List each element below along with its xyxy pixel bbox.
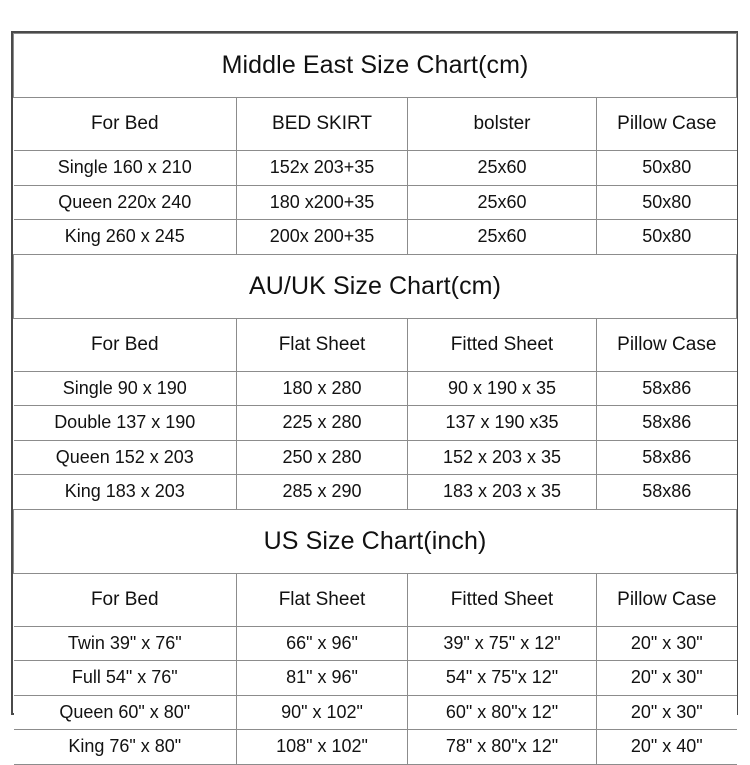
cell-middle-east-r1-c1: 180 x200+35: [237, 185, 408, 220]
cell-us-r0-c3: 20" x 30": [597, 626, 737, 661]
cell-au-uk-r3-c0: King 183 x 203: [14, 475, 237, 510]
section-title-middle-east: Middle East Size Chart(cm): [14, 34, 737, 98]
column-header-middle-east-0: For Bed: [14, 98, 237, 151]
section-title-au-uk: AU/UK Size Chart(cm): [14, 254, 737, 318]
cell-au-uk-r3-c3: 58x86: [597, 475, 737, 510]
cell-us-r2-c0: Queen 60" x 80": [14, 695, 237, 730]
cell-au-uk-r1-c2: 137 x 190 x35: [408, 406, 597, 441]
column-header-middle-east-2: bolster: [408, 98, 597, 151]
cell-middle-east-r2-c2: 25x60: [408, 220, 597, 255]
cell-middle-east-r1-c3: 50x80: [597, 185, 737, 220]
column-header-us-1: Flat Sheet: [237, 573, 408, 626]
cell-middle-east-r1-c2: 25x60: [408, 185, 597, 220]
table-row: [14, 440, 737, 475]
section-title-us: US Size Chart(inch): [14, 509, 737, 573]
cell-au-uk-r1-c1: 225 x 280: [237, 406, 408, 441]
size-chart-frame: [11, 31, 738, 757]
size-chart-table: [13, 33, 737, 765]
table-row: [14, 661, 737, 696]
cell-middle-east-r2-c1: 200x 200+35: [237, 220, 408, 255]
table-row: [14, 185, 737, 220]
cell-middle-east-r1-c0: Queen 220x 240: [14, 185, 237, 220]
cell-au-uk-r3-c1: 285 x 290: [237, 475, 408, 510]
cell-au-uk-r3-c2: 183 x 203 x 35: [408, 475, 597, 510]
cell-us-r3-c0: King 76" x 80": [14, 730, 237, 765]
column-header-au-uk-2: Fitted Sheet: [408, 318, 597, 371]
cell-us-r1-c3: 20" x 30": [597, 661, 737, 696]
section-title-row-middle-east: [14, 34, 737, 98]
cell-au-uk-r0-c3: 58x86: [597, 371, 737, 406]
cell-middle-east-r0-c3: 50x80: [597, 151, 737, 186]
column-header-au-uk-1: Flat Sheet: [237, 318, 408, 371]
cell-us-r3-c1: 108" x 102": [237, 730, 408, 765]
table-row: [14, 730, 737, 765]
cell-us-r0-c1: 66" x 96": [237, 626, 408, 661]
cell-middle-east-r0-c0: Single 160 x 210: [14, 151, 237, 186]
cell-us-r1-c1: 81" x 96": [237, 661, 408, 696]
table-row: [14, 626, 737, 661]
column-header-row-au-uk: [14, 318, 737, 371]
cell-us-r3-c2: 78" x 80"x 12": [408, 730, 597, 765]
cell-au-uk-r1-c0: Double 137 x 190: [14, 406, 237, 441]
table-row: [14, 151, 737, 186]
column-header-us-2: Fitted Sheet: [408, 573, 597, 626]
section-title-row-au-uk: [14, 254, 737, 318]
section-title-row-us: [14, 509, 737, 573]
cell-au-uk-r1-c3: 58x86: [597, 406, 737, 441]
cell-au-uk-r0-c1: 180 x 280: [237, 371, 408, 406]
cell-us-r1-c0: Full 54" x 76": [14, 661, 237, 696]
size-chart-body: [14, 34, 737, 765]
column-header-au-uk-0: For Bed: [14, 318, 237, 371]
column-header-row-middle-east: [14, 98, 737, 151]
cell-us-r0-c2: 39" x 75" x 12": [408, 626, 597, 661]
table-row: [14, 220, 737, 255]
cell-au-uk-r2-c1: 250 x 280: [237, 440, 408, 475]
cell-au-uk-r0-c2: 90 x 190 x 35: [408, 371, 597, 406]
cell-middle-east-r0-c2: 25x60: [408, 151, 597, 186]
column-header-middle-east-3: Pillow Case: [597, 98, 737, 151]
cell-us-r3-c3: 20" x 40": [597, 730, 737, 765]
column-header-row-us: [14, 573, 737, 626]
cell-us-r1-c2: 54" x 75"x 12": [408, 661, 597, 696]
column-header-us-0: For Bed: [14, 573, 237, 626]
table-row: [14, 695, 737, 730]
table-row: [14, 475, 737, 510]
column-header-middle-east-1: BED SKIRT: [237, 98, 408, 151]
table-row: [14, 406, 737, 441]
cell-middle-east-r0-c1: 152x 203+35: [237, 151, 408, 186]
cell-us-r2-c1: 90" x 102": [237, 695, 408, 730]
cell-us-r2-c2: 60" x 80"x 12": [408, 695, 597, 730]
column-header-us-3: Pillow Case: [597, 573, 737, 626]
cell-middle-east-r2-c3: 50x80: [597, 220, 737, 255]
column-header-au-uk-3: Pillow Case: [597, 318, 737, 371]
cell-au-uk-r2-c2: 152 x 203 x 35: [408, 440, 597, 475]
cell-us-r0-c0: Twin 39" x 76": [14, 626, 237, 661]
cell-us-r2-c3: 20" x 30": [597, 695, 737, 730]
cell-au-uk-r0-c0: Single 90 x 190: [14, 371, 237, 406]
cell-au-uk-r2-c0: Queen 152 x 203: [14, 440, 237, 475]
cell-middle-east-r2-c0: King 260 x 245: [14, 220, 237, 255]
cell-au-uk-r2-c3: 58x86: [597, 440, 737, 475]
table-row: [14, 371, 737, 406]
